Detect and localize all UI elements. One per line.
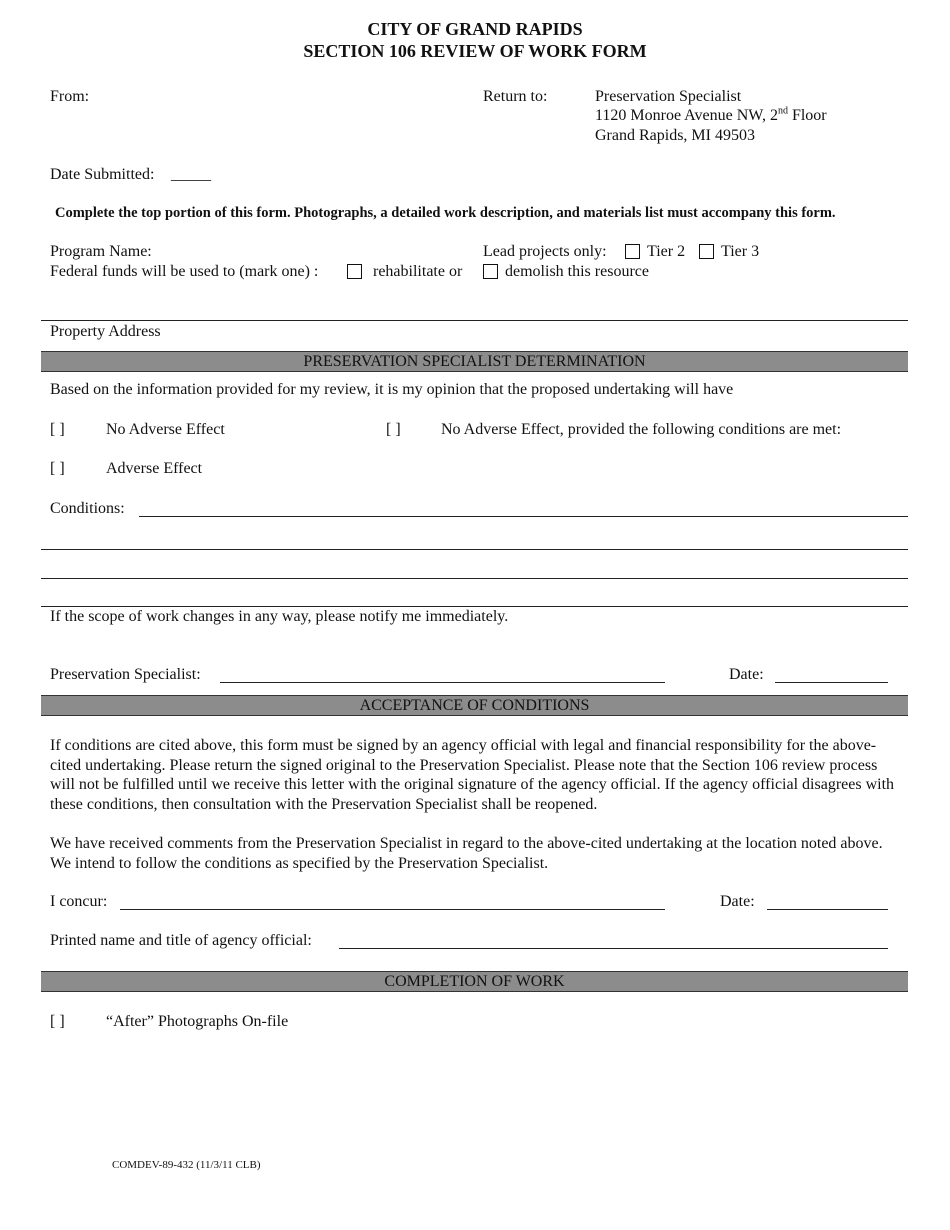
return-to-label: Return to: (483, 88, 548, 105)
property-address-line (41, 320, 908, 321)
notify-text: If the scope of work changes in any way, please notify me immediately. (50, 608, 509, 625)
return-address-line2: Grand Rapids, MI 49503 (595, 127, 755, 144)
conditions-line-4[interactable] (41, 606, 908, 607)
no-adverse-effect-label: No Adverse Effect (106, 421, 225, 438)
concur-date-label: Date: (720, 893, 755, 910)
printed-name-label: Printed name and title of agency official: (50, 932, 312, 949)
tier2-checkbox[interactable] (625, 244, 640, 259)
determination-band: PRESERVATION SPECIALIST DETERMINATION (41, 351, 908, 372)
form-title-line2: SECTION 106 REVIEW OF WORK FORM (303, 41, 647, 61)
lead-projects-label: Lead projects only: (483, 243, 607, 260)
return-name: Preservation Specialist (595, 88, 742, 105)
acceptance-paragraph-1: If conditions are cited above, this form must be signed by an agency official with legal and financial responsibility for the above-cited undertaking. Please return the signed original to the Preservation Specialist. Please note that the Section 106 review process will not be fulfilled until we receive this letter with the original signature of the agency official. If the agency official disagrees with these conditions, then consultation with the Preservation Specialist shall be reopened. (50, 737, 895, 813)
conditions-label: Conditions: (50, 500, 125, 517)
tier2-label: Tier 2 (647, 243, 686, 260)
from-label: From: (50, 88, 90, 105)
specialist-signature-line[interactable] (220, 682, 665, 683)
rehabilitate-label: rehabilitate or (373, 263, 463, 280)
property-address-label: Property Address (50, 323, 161, 340)
concur-date-line[interactable] (767, 909, 888, 910)
conditions-line-3[interactable] (41, 578, 908, 579)
no-adverse-conditional-label: No Adverse Effect, provided the following conditions are met: (441, 421, 842, 438)
concur-label: I concur: (50, 893, 108, 910)
concur-signature-line[interactable] (120, 909, 665, 910)
adverse-effect-bracket[interactable]: [ ] (50, 460, 65, 477)
form-title-line1: CITY OF GRAND RAPIDS (367, 19, 583, 39)
completion-band: COMPLETION OF WORK (41, 971, 908, 992)
form-code-footer: COMDEV-89-432 (11/3/11 CLB) (112, 1159, 261, 1171)
rehabilitate-checkbox[interactable] (347, 264, 362, 279)
adverse-effect-label: Adverse Effect (106, 460, 203, 477)
tier3-label: Tier 3 (721, 243, 760, 260)
demolish-checkbox[interactable] (483, 264, 498, 279)
printed-name-line[interactable] (339, 948, 888, 949)
return-address-line1: 1120 Monroe Avenue NW, 2nd Floor (595, 105, 827, 124)
demolish-label: demolish this resource (505, 263, 649, 280)
after-photos-bracket[interactable]: [ ] (50, 1013, 65, 1030)
specialist-signature-label: Preservation Specialist: (50, 666, 201, 683)
instruction-text: Complete the top portion of this form. Photographs, a detailed work description, and materials list must accompany this form. (55, 205, 836, 221)
no-adverse-conditional-bracket[interactable]: [ ] (386, 421, 401, 438)
federal-funds-label: Federal funds will be used to (mark one) : (50, 263, 319, 280)
acceptance-paragraph-2: We have received comments from the Preservation Specialist in regard to the above-cited undertaking at the location noted above. We intend to follow the conditions as specified by the Preservation Specialist. (50, 835, 883, 872)
tier3-checkbox[interactable] (699, 244, 714, 259)
date-submitted-field[interactable]: _____ (171, 166, 211, 183)
date-submitted-label: Date Submitted: (50, 166, 155, 183)
specialist-date-label: Date: (729, 666, 764, 683)
specialist-date-line[interactable] (775, 682, 888, 683)
acceptance-band: ACCEPTANCE OF CONDITIONS (41, 695, 908, 716)
no-adverse-effect-bracket[interactable]: [ ] (50, 421, 65, 438)
determination-intro: Based on the information provided for my review, it is my opinion that the proposed undertaking will have (50, 381, 734, 398)
conditions-line-2[interactable] (41, 549, 908, 550)
after-photos-label: “After” Photographs On-file (106, 1013, 289, 1030)
conditions-line-1[interactable] (139, 516, 908, 517)
program-name-label: Program Name: (50, 243, 152, 260)
